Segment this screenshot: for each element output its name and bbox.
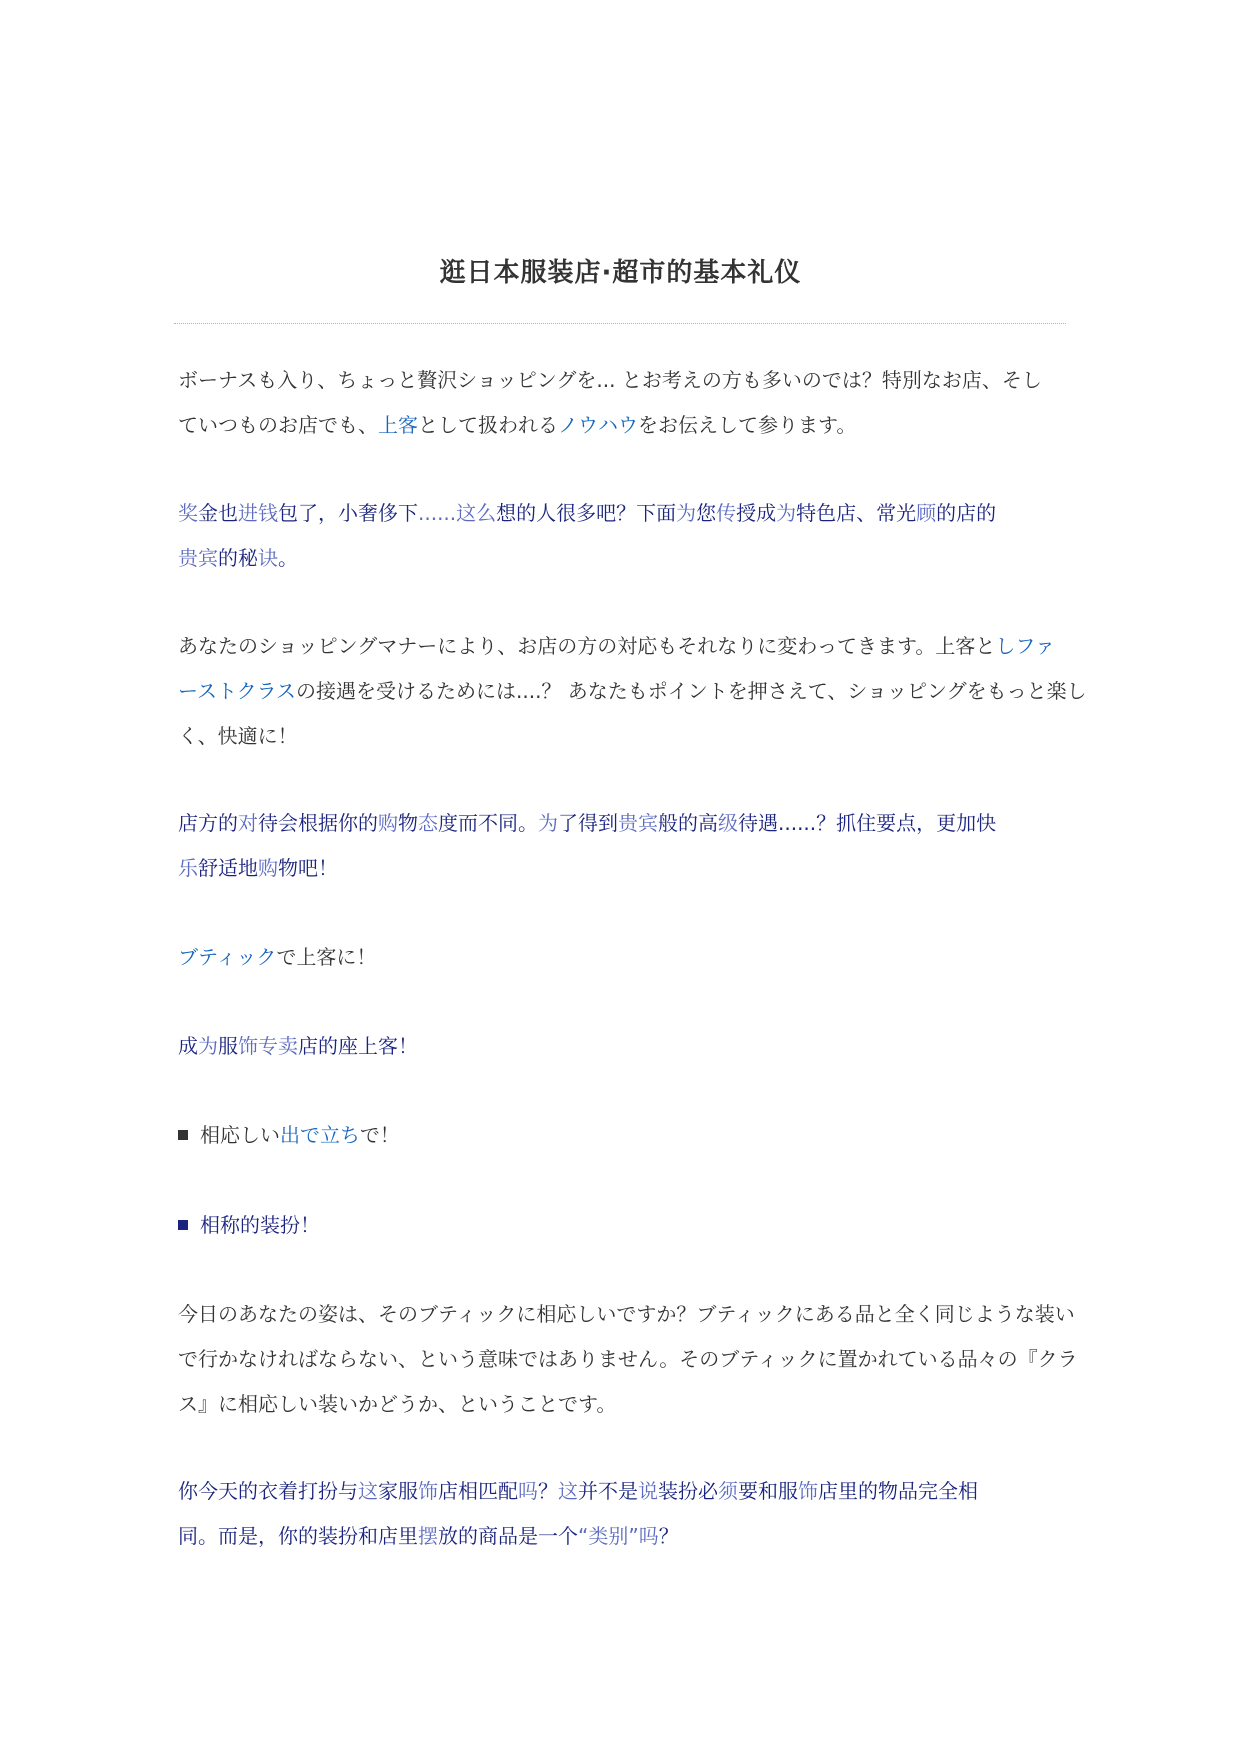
text-span: 为 bbox=[198, 1034, 218, 1058]
text-span: 相称的装扮！ bbox=[200, 1213, 320, 1237]
text-span: 的秘 bbox=[218, 546, 258, 570]
paragraph-ja-appearance bbox=[178, 1292, 1098, 1427]
text-span: 购 bbox=[258, 856, 278, 880]
text-span: 想的人很多吧？下面 bbox=[496, 501, 677, 525]
heading-zh-boutique bbox=[178, 1024, 1098, 1069]
page-title: 逛日本服装店·超市的基本礼仪 bbox=[439, 258, 802, 288]
text-line bbox=[178, 1203, 1098, 1248]
text-span: 饰 bbox=[418, 1479, 438, 1503]
text-span: 你今天的衣着打扮与 bbox=[178, 1479, 358, 1503]
text-span: 进钱 bbox=[238, 501, 278, 525]
text-span: 特色店、常光 bbox=[796, 501, 917, 525]
text-span: あなたのショッピングマナーにより、お店の方の対応もそれなりに変わってきます。上客と bbox=[178, 634, 996, 658]
text-line bbox=[178, 1514, 1098, 1559]
text-span: として扱われる bbox=[418, 413, 558, 437]
text-span: の接遇を受けるためには....？ あなたもポイントを押さえて、ショッピングをもっと楽し bbox=[296, 679, 1087, 703]
text-span: 诀 bbox=[258, 546, 278, 570]
text-span: 传 bbox=[716, 501, 737, 525]
text-line bbox=[178, 935, 1098, 980]
text-line bbox=[178, 1469, 1098, 1514]
text-span: 装扮必 bbox=[658, 1479, 718, 1503]
text-span: 物吧！ bbox=[278, 856, 338, 880]
link-idetachi[interactable]: 出で立ち bbox=[280, 1123, 360, 1147]
text-span: “类别” bbox=[578, 1524, 639, 1548]
paragraph-zh-manner bbox=[178, 801, 1098, 891]
text-span: 待会根据你的 bbox=[258, 811, 378, 835]
text-line bbox=[178, 491, 1098, 536]
text-span: 吗 bbox=[638, 1524, 659, 1548]
text-span: ？ bbox=[538, 1479, 558, 1503]
text-line: で行かなければならない、という意味ではありません。そのブティックに置かれている品々の『クラ bbox=[178, 1347, 1078, 1371]
text-span: 同。而是，你的装扮和店里 bbox=[178, 1524, 418, 1548]
text-span: 待遇......？抓住要点，更加快 bbox=[738, 811, 997, 835]
text-line: ボーナスも入り、ちょっと贅沢ショッピングを... とお考えの方も多いのでは？特別なお店、そし bbox=[178, 368, 1042, 392]
text-span: ？ bbox=[658, 1524, 679, 1548]
heading-ja-boutique bbox=[178, 935, 1098, 980]
text-span: 这 bbox=[558, 1479, 578, 1503]
link-first-class[interactable]: しファ bbox=[995, 634, 1056, 658]
text-span: で上客に！ bbox=[276, 945, 377, 969]
text-span: 相応しい bbox=[200, 1123, 280, 1147]
text-span: 饰 bbox=[798, 1479, 818, 1503]
text-span: 金也 bbox=[198, 501, 238, 525]
paragraph-ja-intro bbox=[178, 358, 1098, 448]
text-span: 要和服 bbox=[738, 1479, 798, 1503]
text-span: で！ bbox=[359, 1123, 400, 1147]
link-joukyaku[interactable]: 上客 bbox=[378, 413, 418, 437]
text-span: 饰专卖 bbox=[238, 1034, 298, 1058]
text-span: 说 bbox=[638, 1479, 658, 1503]
text-span: 为 bbox=[776, 501, 797, 525]
text-line bbox=[178, 846, 1098, 891]
text-span: 包了，小奢侈下 bbox=[278, 501, 418, 525]
text-span: 并不是 bbox=[578, 1479, 638, 1503]
text-span: 授成 bbox=[736, 501, 777, 525]
text-line: く、快適に！ bbox=[178, 724, 298, 748]
text-span: 级 bbox=[718, 811, 738, 835]
text-span: 家服 bbox=[378, 1479, 418, 1503]
text-span: 为 bbox=[538, 811, 558, 835]
paragraph-ja-manner bbox=[178, 624, 1098, 759]
text-span: 对 bbox=[238, 811, 258, 835]
text-span: をお伝えして参ります。 bbox=[638, 413, 857, 437]
square-bullet-icon bbox=[178, 1130, 188, 1140]
paragraph-zh-appearance bbox=[178, 1469, 1098, 1559]
link-first-class-cont[interactable]: ーストクラス bbox=[178, 679, 296, 703]
text-span: 须 bbox=[718, 1479, 738, 1503]
square-bullet-icon bbox=[178, 1220, 188, 1230]
text-line bbox=[178, 624, 1098, 669]
text-span: ていつものお店でも、 bbox=[178, 413, 378, 437]
text-span: 舒适地 bbox=[198, 856, 258, 880]
text-span: 这 bbox=[358, 1479, 378, 1503]
text-span: 的店的 bbox=[936, 501, 997, 525]
text-span: 店的座上客！ bbox=[298, 1034, 418, 1058]
text-span: 。 bbox=[278, 546, 298, 570]
text-span: 摆 bbox=[418, 1524, 438, 1548]
text-span: 店里的物品完全相 bbox=[818, 1479, 978, 1503]
text-span: 般的高 bbox=[658, 811, 718, 835]
paragraph-zh-intro bbox=[178, 491, 1098, 581]
text-span: 顾 bbox=[916, 501, 937, 525]
text-line: ス』に相応しい装いかどうか、ということです。 bbox=[178, 1392, 617, 1416]
text-span: 了得到 bbox=[558, 811, 618, 835]
text-line: 今日のあなたの姿は、そのブティックに相応しいですか？ブティックにある品と全く同じような装い bbox=[178, 1302, 1075, 1326]
text-span: 吗 bbox=[518, 1479, 538, 1503]
title-divider bbox=[174, 323, 1066, 324]
text-span: 贵宾 bbox=[618, 811, 658, 835]
text-span: 度而不同。 bbox=[438, 811, 538, 835]
bullet-zh-attire bbox=[178, 1203, 1098, 1248]
text-span: 态 bbox=[418, 811, 438, 835]
text-span: 奖 bbox=[178, 501, 198, 525]
text-line bbox=[178, 1113, 1098, 1158]
text-span: 乐 bbox=[178, 856, 198, 880]
text-span: 放的商品是一个 bbox=[438, 1524, 578, 1548]
text-span: 店相匹配 bbox=[438, 1479, 518, 1503]
text-line bbox=[178, 1024, 1098, 1069]
text-span: 店方的 bbox=[178, 811, 238, 835]
text-span: 物 bbox=[398, 811, 418, 835]
text-span: 购 bbox=[378, 811, 398, 835]
text-span: 贵宾 bbox=[178, 546, 218, 570]
text-span: 您 bbox=[696, 501, 717, 525]
text-span: ......这么 bbox=[418, 501, 497, 525]
text-span: 为 bbox=[676, 501, 697, 525]
text-line bbox=[178, 669, 1098, 714]
text-line bbox=[178, 801, 1098, 846]
text-line bbox=[178, 403, 1098, 448]
text-span: 服 bbox=[218, 1034, 238, 1058]
bullet-ja-attire bbox=[178, 1113, 1098, 1158]
text-line bbox=[178, 536, 1098, 581]
link-knowhow[interactable]: ノウハウ bbox=[558, 413, 638, 437]
link-boutique[interactable]: ブティック bbox=[178, 945, 277, 969]
text-span: 成 bbox=[178, 1034, 198, 1058]
